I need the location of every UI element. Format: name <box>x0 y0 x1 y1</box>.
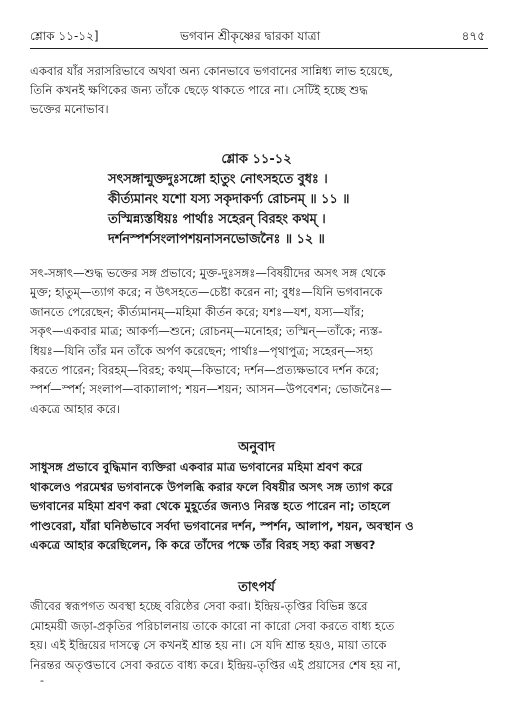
synonyms-line: সৎ-সঙ্গাৎ—শুদ্ধ ভক্তের সঙ্গ প্রভাবে; মুক্ত-দুঃসঙ্গঃ—বিষয়ীদের অসৎ সঙ্গ থেকে <box>30 266 386 280</box>
synonyms-line: স্পর্শ—স্পর্শ; সংলাপ—বাক্যালাপ; শয়ন—শয়ন; আসন—উপবেশন; ভোজনৈঃ— <box>30 382 392 397</box>
synonyms-line: করতে পারেন; বিরহম্—বিরহ; কথম্—কিভাবে; দর্শন—প্রত্যক্ষভাবে দর্শন করে; <box>30 363 380 378</box>
intro-line: তিনি কখনই ক্ষণিকের জন্য তাঁকে ছেড়ে থাকতে পারে না। সেটিই হচ্ছে শুদ্ধ <box>30 83 368 97</box>
synonyms-line: জানতে পেরেছেন; কীর্ত্যমানম্—মহিমা কীর্তন করে; যশঃ—যশ, যস্য—যাঁর; <box>30 304 365 319</box>
purport-line: হয়। এই ইন্দ্রিয়ের দাসত্বে সে কখনই শ্রান্ত হয় না। সে যদি শ্রান্ত হয়ও, মায়া তাকে <box>30 638 387 653</box>
header-page-number: ৪৭৫ <box>461 29 485 43</box>
purport-line: নিরন্তর অতৃপ্তভাবে সেবা করতে বাধ্য করে। ইন্দ্রিয়-তৃপ্তির এই প্রয়াসের শেষ হয় না, <box>30 657 401 672</box>
translation-line: সাধুসঙ্গ প্রভাবে বুদ্ধিমান ব্যক্তিরা একবার মাত্র ভগবানের মহিমা শ্রবণ করে <box>30 460 363 474</box>
translation-line: পাণ্ডবেরা, যাঁরা ঘনিষ্ঠভাবে সর্বদা ভগবানের দর্শন, স্পর্শন, আলাপ, শয়ন, অবস্থান ও <box>30 518 414 533</box>
translation-line: থাকলেও পরমেশ্বর ভগবানকে উপলব্ধি করার ফলে বিষয়ীর অসৎ সঙ্গ ত্যাগ করে <box>30 479 393 494</box>
intro-line: একবার যাঁর সরাসরিভাবে অথবা অন্য কোনভাবে ভগবানের সান্নিধ্য লাভ হয়েছে, <box>30 64 393 78</box>
footer-mark: - <box>40 674 44 687</box>
translation-line: ভগবানের মহিমা শ্রবণ করা থেকে মুহূর্তের জন্যও নিরস্ত হতে পারেন না; তাহলে <box>30 499 391 514</box>
translation-line: একত্রে আহার করেছিলেন, কি করে তাঁদের পক্ষে তাঁর বিরহ সহ্য করা সম্ভব? <box>30 538 376 553</box>
purport-title: তাৎপর্য <box>238 580 275 595</box>
intro-paragraph <box>30 62 488 119</box>
verse-line: তস্মিন্ন্যস্তধিয়ঃ পার্থাঃ সহেরন্ বিরহং কথম্ । <box>108 212 326 227</box>
verse-text <box>108 170 349 250</box>
synonyms-line: মুক্ত; হাতুম্—ত্যাগ করে; ন উৎসহতে—চেষ্টা করেন না; বুধঃ—যিনি ভগবানকে <box>30 285 383 300</box>
verse-line: দর্শনস্পর্শসংলাপশয়নাসনভোজনৈঃ ॥ ১২ ॥ <box>108 232 325 247</box>
purport-paragraph <box>30 597 488 675</box>
verse-title: শ্লোক ১১-১২ <box>221 152 292 167</box>
page-header <box>30 28 485 46</box>
verse-line: সৎসঙ্গান্মুক্তদুঃসঙ্গো হাতুং নোৎসহতে বুধঃ । <box>108 172 328 187</box>
translation-title: অনুবাদ <box>238 440 275 455</box>
synonyms-line: একত্রে আহার করে। <box>30 401 121 416</box>
header-divider <box>30 48 488 49</box>
translation-paragraph <box>30 458 488 556</box>
synonyms-line: সকৃৎ—একবার মাত্র; আকর্ণ্য—শুনে; রোচনম্—মনোহর; তস্মিন্—তাঁকে; ন্যস্ত- <box>30 324 383 339</box>
intro-line: ভক্তের মনোভাব। <box>30 102 109 116</box>
purport-line: জীবের স্বরূপগত অবস্থা হচ্ছে বরিষ্ঠের সেবা করা। ইন্দ্রিয়-তৃপ্তির বিভিন্ন স্তরে <box>30 599 368 613</box>
header-verse-range: শ্লোক ১১-১২] <box>30 29 99 43</box>
verse-line: কীর্ত্যমানং যশো যস্য সকৃদাকর্ণ্য রোচনম্ ॥ ১১ ॥ <box>108 192 350 207</box>
purport-line: মোহময়ী জড়া-প্রকৃতির পরিচালনায় তাকে কারো না কারো সেবা করতে বাধ্য হতে <box>30 618 395 633</box>
synonyms-line: ধিয়ঃ—যিনি তাঁর মন তাঁকে অর্পণ করেছেন; পার্থাঃ—পৃথাপুত্র; সহেরন্—সহ্য <box>30 343 373 358</box>
header-chapter-title: ভগবান শ্রীকৃষ্ণের দ্বারকা যাত্রা <box>180 29 321 43</box>
synonyms-paragraph <box>30 264 488 419</box>
